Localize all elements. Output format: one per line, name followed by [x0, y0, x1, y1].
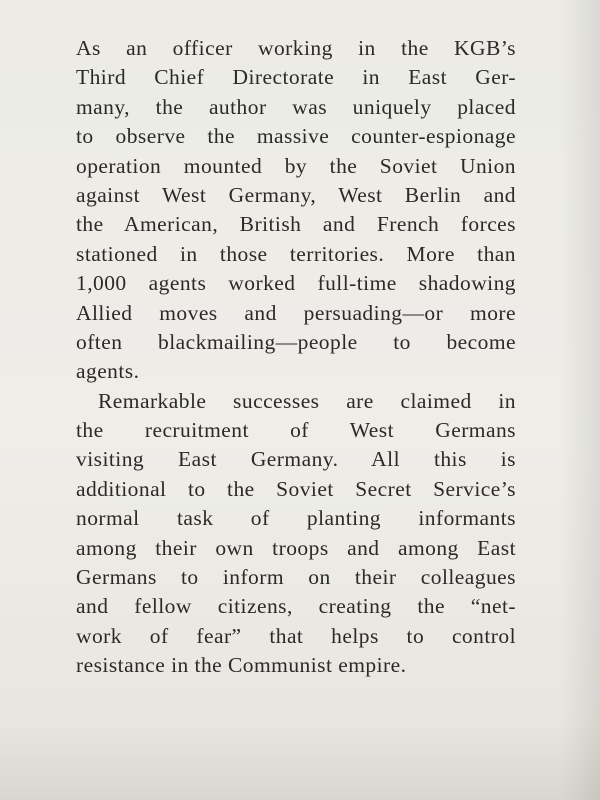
- text-line: work of fear” that helps to control: [76, 623, 516, 648]
- text-line: and fellow citizens, creating the “net-: [76, 594, 516, 619]
- text-line: to observe the massive counter-espionage: [76, 124, 516, 149]
- text-line: the recruitment of West Germans: [76, 418, 516, 443]
- blurb-text: [76, 34, 516, 681]
- paragraph-2: [76, 387, 516, 681]
- text-line: operation mounted by the Soviet Union: [76, 153, 516, 178]
- text-line: many, the author was uniquely placed: [76, 94, 516, 119]
- text-line: often blackmailing—people to become: [76, 329, 516, 354]
- page-shadow-bottom: [0, 720, 600, 800]
- text-line: stationed in those territories. More than: [76, 241, 516, 266]
- text-line: Germans to inform on their colleagues: [76, 565, 516, 590]
- text-line: the American, British and French forces: [76, 212, 516, 237]
- page-shadow-right: [560, 0, 600, 800]
- text-line: among their own troops and among East: [76, 535, 516, 560]
- paragraph-1: [76, 34, 516, 387]
- text-line: Allied moves and persuading—or more: [76, 300, 516, 325]
- text-line: 1,000 agents worked full-time shadowing: [76, 271, 516, 296]
- text-line: additional to the Soviet Secret Service’s: [76, 476, 516, 501]
- text-line: resistance in the Communist empire.: [76, 653, 407, 678]
- text-line: against West Germany, West Berlin and: [76, 182, 516, 207]
- text-line: visiting East Germany. All this is: [76, 447, 516, 472]
- text-line: Remarkable successes are claimed in: [98, 388, 516, 413]
- text-line: agents.: [76, 359, 140, 384]
- text-line: Third Chief Directorate in East Ger-: [76, 65, 516, 90]
- text-line: normal task of planting informants: [76, 506, 516, 531]
- text-line: As an officer working in the KGB’s: [76, 36, 516, 60]
